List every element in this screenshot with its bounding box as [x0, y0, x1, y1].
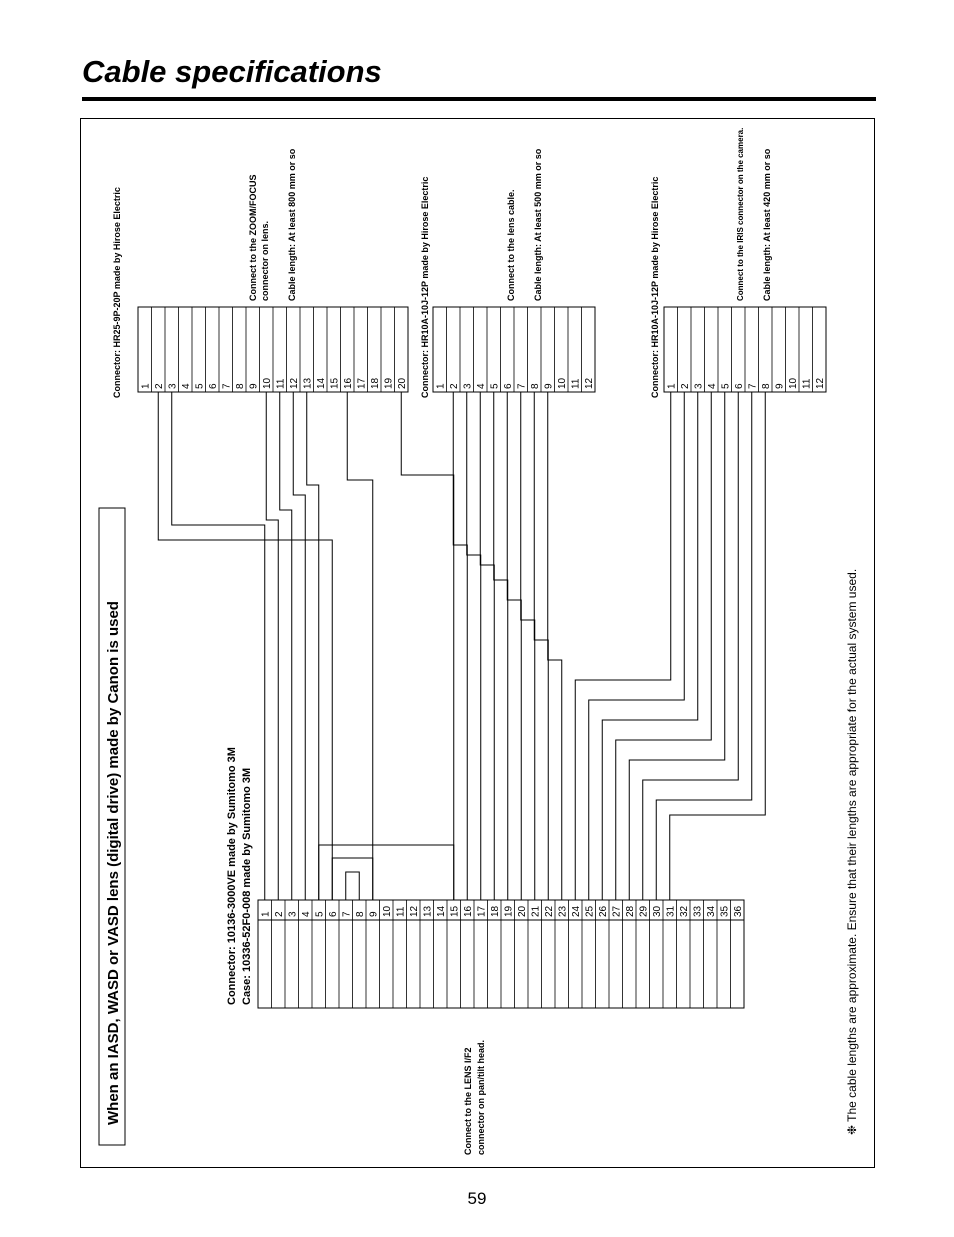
- pin-number: 1: [260, 911, 272, 917]
- pin-number: 23: [557, 905, 569, 917]
- pin-number: 26: [597, 905, 609, 917]
- pin-number: 36: [732, 905, 744, 917]
- pin-number: 11: [570, 378, 582, 389]
- main-connector-label: Connector: 10136-3000VE made by Sumitomo 3M: [226, 747, 238, 1005]
- pin-number: 16: [342, 377, 354, 389]
- pin-number: 11: [801, 378, 813, 389]
- pin-number: 11: [395, 906, 407, 917]
- pin-number: 3: [693, 383, 705, 389]
- pin-number: 5: [314, 911, 326, 917]
- pin-number: 2: [448, 383, 460, 389]
- wire: [616, 392, 712, 900]
- pin-number: 7: [221, 383, 233, 389]
- zoom-pin-table: [138, 307, 408, 392]
- iris-connector-label: Connector: HR10A-10J-12P made by Hirose Electric: [650, 176, 660, 398]
- pin-number: 6: [502, 383, 514, 389]
- pin-number: 13: [302, 377, 314, 389]
- pin-number: 9: [774, 383, 786, 389]
- wire: [307, 392, 319, 900]
- wire: [453, 392, 467, 900]
- pin-number: 15: [449, 905, 461, 917]
- pin-number: 8: [354, 911, 366, 917]
- wire: [467, 392, 481, 900]
- pin-number: 8: [529, 383, 541, 389]
- pin-number: 35: [719, 905, 731, 917]
- wire: [347, 392, 373, 900]
- iris-cable-length: Cable length: At least 420 mm or so: [762, 148, 772, 301]
- pin-number: 31: [665, 905, 677, 917]
- main-case-label: Case: 10336-52F0-008 made by Sumitomo 3M: [241, 767, 253, 1005]
- wire: [401, 392, 454, 900]
- pin-number: 20: [516, 905, 528, 917]
- wire: [280, 392, 292, 900]
- wire: [643, 392, 739, 900]
- pin-number: 32: [678, 905, 690, 917]
- wire: [494, 392, 508, 900]
- pin-number: 1: [666, 383, 678, 389]
- page-title: Cable specifications: [82, 54, 382, 89]
- lens-cable-length: Cable length: At least 500 mm or so: [533, 148, 543, 301]
- pin-number: 1: [140, 383, 152, 389]
- pin-number: 8: [234, 383, 246, 389]
- wire: [521, 392, 535, 900]
- pin-number: 12: [288, 377, 300, 389]
- pin-number: 10: [381, 905, 393, 917]
- pin-number: 24: [570, 905, 582, 917]
- main-note-line1: Connect to the LENS I/F2: [463, 1047, 473, 1155]
- pin-number: 12: [814, 377, 826, 389]
- pin-number: 18: [489, 905, 501, 917]
- pin-number: 5: [720, 383, 732, 389]
- page-number: 59: [467, 1189, 487, 1208]
- main-pin-table: [258, 900, 744, 1008]
- pin-number: 9: [248, 383, 260, 389]
- zoom-cable-length: Cable length: At least 800 mm or so: [287, 148, 297, 301]
- pin-number: 1: [435, 383, 447, 389]
- pin-number: 25: [584, 905, 596, 917]
- pin-number: 8: [760, 383, 772, 389]
- pin-number: 17: [476, 905, 488, 917]
- wire: [507, 392, 521, 900]
- pin-number: 14: [315, 377, 327, 389]
- pin-number: 34: [705, 905, 717, 917]
- jumper-loop: [332, 858, 373, 900]
- iris-pin-table: [664, 307, 826, 392]
- footnote: ❉ The cable lengths are approximate. Ensure that their lengths are appropriate for the actual system used.: [845, 568, 859, 1135]
- wire: [266, 392, 278, 900]
- pin-number: 22: [543, 905, 555, 917]
- pin-number: 4: [300, 911, 312, 917]
- pin-number: 7: [516, 383, 528, 389]
- pin-number: 6: [327, 911, 339, 917]
- pin-number: 2: [153, 383, 165, 389]
- zoom-note-line1: Connect to the ZOOM/FOCUS: [248, 174, 258, 301]
- zoom-connector-label: Connector: HR25-9P-20P made by Hirose Electric: [112, 187, 122, 398]
- wire: [548, 392, 562, 900]
- pin-number: 10: [556, 377, 568, 389]
- pin-number: 21: [530, 905, 542, 917]
- pin-number: 10: [261, 377, 273, 389]
- pin-number: 7: [341, 911, 353, 917]
- lens-note-line1: Connect to the lens cable.: [506, 189, 516, 301]
- pin-number: 10: [787, 377, 799, 389]
- wire: [293, 392, 305, 900]
- pin-number: 2: [679, 383, 691, 389]
- wire: [629, 392, 725, 900]
- pin-number: 30: [651, 905, 663, 917]
- pin-number: 6: [207, 383, 219, 389]
- pin-number: 12: [583, 377, 595, 389]
- pin-number: 7: [747, 383, 759, 389]
- pin-number: 17: [356, 377, 368, 389]
- pin-number: 18: [369, 377, 381, 389]
- lens-connector-label: Connector: HR10A-10J-12P made by Hirose Electric: [420, 176, 430, 398]
- pin-number: 4: [475, 383, 487, 389]
- pin-number: 19: [383, 377, 395, 389]
- jumper-loop: [319, 845, 454, 900]
- pin-number: 15: [329, 377, 341, 389]
- pin-number: 4: [180, 383, 192, 389]
- pin-number: 33: [692, 905, 704, 917]
- pin-number: 20: [396, 377, 408, 389]
- pin-number: 9: [368, 911, 380, 917]
- pin-number: 12: [408, 905, 420, 917]
- diagram-heading: When an IASD, WASD or VASD lens (digital drive) made by Canon is used: [105, 601, 122, 1125]
- pin-number: 4: [706, 383, 718, 389]
- pin-number: 13: [422, 905, 434, 917]
- pin-number: 11: [275, 378, 287, 389]
- pin-number: 16: [462, 905, 474, 917]
- zoom-note-line2: connector on lens.: [260, 220, 270, 301]
- lens-pin-table: [433, 307, 595, 392]
- pin-number: 14: [435, 905, 447, 917]
- pin-number: 27: [611, 905, 623, 917]
- pin-number: 5: [489, 383, 501, 389]
- pin-number: 3: [462, 383, 474, 389]
- wire: [602, 392, 698, 900]
- pin-number: 9: [543, 383, 555, 389]
- pin-number: 3: [287, 911, 299, 917]
- pin-number: 19: [503, 905, 515, 917]
- pin-number: 29: [638, 905, 650, 917]
- pin-number: 6: [733, 383, 745, 389]
- jumper-loop: [346, 872, 360, 900]
- pin-number: 28: [624, 905, 636, 917]
- iris-note-line1: Connect to the IRIS connector on the camera.: [736, 127, 745, 301]
- wire: [480, 392, 494, 900]
- pin-number: 5: [194, 383, 206, 389]
- pin-number: 3: [167, 383, 179, 389]
- wire: [534, 392, 548, 900]
- main-note-line2: connector on pan/tilt head.: [476, 1039, 486, 1155]
- pin-number: 2: [273, 911, 285, 917]
